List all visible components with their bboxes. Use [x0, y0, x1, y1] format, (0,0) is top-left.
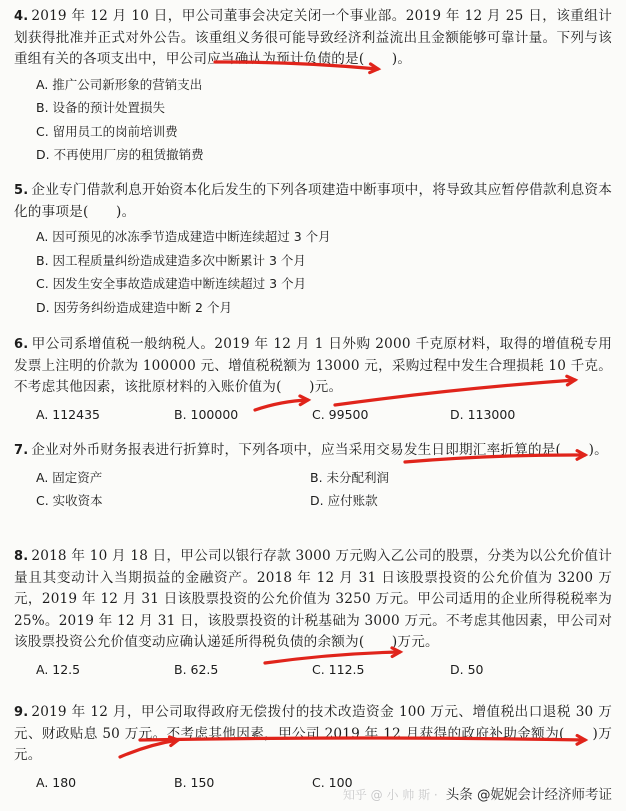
question-6	[14, 334, 612, 426]
option-list	[36, 658, 612, 682]
option-d[interactable]: D. 因劳务纠纷造成建造中断 2 个月	[36, 299, 232, 315]
question-number: 7.	[14, 443, 29, 458]
option-b[interactable]: B. 150	[174, 774, 215, 790]
question-stem	[14, 6, 612, 71]
option-a[interactable]: A. 因可预见的冰冻季节造成建造中断连续超过 3 个月	[36, 229, 331, 244]
option-b[interactable]: B. 因工程质量纠纷造成建造多次中断累计 3 个月	[36, 252, 306, 268]
question-stem	[14, 440, 612, 462]
option-list	[36, 403, 612, 427]
question-8	[14, 546, 612, 681]
option-b[interactable]: B. 100000	[174, 406, 239, 422]
question-text: 2019 年 12 月 10 日，甲公司董事会决定关闭一个事业部。2019 年 12 月 25 日，该重组计划获得批准并正式对外公告。该重组义务很可能导致经济利益流出且金额能够可靠计量。下列与该重组有关的各项支出中，甲公司应当确认为预计负债的是( )。	[14, 8, 612, 67]
question-number: 5.	[14, 183, 29, 198]
watermark	[343, 783, 612, 803]
option-a[interactable]: A. 固定资产	[36, 469, 103, 485]
question-text: 企业专门借款利息开始资本化后发生的下列各项建造中断事项中，将导致其应暂停借款利息资本化的事项是( )。	[14, 182, 612, 220]
option-c[interactable]: C. 实收资本	[36, 493, 103, 508]
option-c[interactable]: C. 100	[312, 774, 353, 790]
question-4	[14, 6, 612, 167]
question-stem	[14, 180, 612, 223]
question-text: 2018 年 10 月 18 日，甲公司以银行存款 3000 万元购入乙公司的股票，分类为以公允价值计量且其变动计入当期损益的金融资产。2018 年 12 月 31 日该股票投资的公允价值为 3200 万元，2019 年 12 月 31 日该股票投资的公允价值为 3250 万元。甲公司适用的企业所得税税率为 25%。2019 年 12 月 31 日，该股票投资的计税基础为 3000 万元。不考虑其他因素，甲公司对该股票投资公允价值变动应确认递延所得税负债的余额为( )万元。	[14, 548, 612, 650]
option-a[interactable]: A. 180	[36, 774, 77, 790]
option-d[interactable]: D. 不再使用厂房的租赁撤销费	[36, 147, 204, 162]
question-stem	[14, 546, 612, 654]
question-stem	[14, 334, 612, 399]
question-number: 4.	[14, 9, 29, 24]
option-d[interactable]: D. 50	[450, 661, 484, 677]
option-c[interactable]: C. 99500	[312, 406, 369, 422]
option-list	[36, 73, 612, 167]
option-d[interactable]: D. 113000	[450, 406, 516, 422]
option-d[interactable]: D. 应付账款	[310, 493, 378, 508]
question-text: 2019 年 12 月，甲公司取得政府无偿拨付的技术改造资金 100 万元、增值税出口退税 30 万元、财政贴息 50 万元。不考虑其他因素，甲公司 2019 年 12 月获得的政府补助金额为( )万元。	[14, 704, 612, 763]
watermark-ghost-text: 知乎 @ 小 帅 斯 ·	[342, 788, 438, 802]
question-text: 甲公司系增值税一般纳税人。2019 年 12 月 1 日外购 2000 千克原材料，取得的增值税专用发票上注明的价款为 100000 元、增值税税额为 13000 元，采购过程中发生合理损耗 10 千克。不考虑其他因素，该批原材料的入账价值为( )元。	[14, 336, 612, 395]
option-a[interactable]: A. 推广公司新形象的营销支出	[36, 76, 203, 92]
option-a[interactable]: A. 12.5	[36, 661, 81, 677]
question-stem	[14, 702, 612, 767]
option-c[interactable]: C. 因发生安全事故造成建造中断连续超过 3 个月	[36, 276, 307, 291]
option-b[interactable]: B. 62.5	[174, 661, 219, 677]
option-c[interactable]: C. 留用员工的岗前培训费	[36, 123, 178, 139]
option-c[interactable]: C. 112.5	[312, 661, 365, 677]
option-b[interactable]: B. 未分配利润	[310, 469, 390, 485]
question-number: 6.	[14, 337, 29, 352]
option-b[interactable]: B. 设备的预计处置损失	[36, 100, 166, 115]
watermark-text: 头条 @妮妮会计经济师考证	[445, 787, 612, 803]
question-text: 企业对外币财务报表进行折算时，下列各项中，应当采用交易发生日即期汇率折算的是( )。	[31, 442, 608, 458]
question-5	[14, 180, 612, 319]
question-9	[14, 702, 612, 794]
question-number: 8.	[14, 549, 29, 564]
question-7	[14, 440, 612, 513]
option-list	[36, 225, 612, 319]
option-list	[36, 466, 612, 513]
option-a[interactable]: A. 112435	[36, 406, 100, 422]
question-number: 9.	[14, 705, 29, 720]
